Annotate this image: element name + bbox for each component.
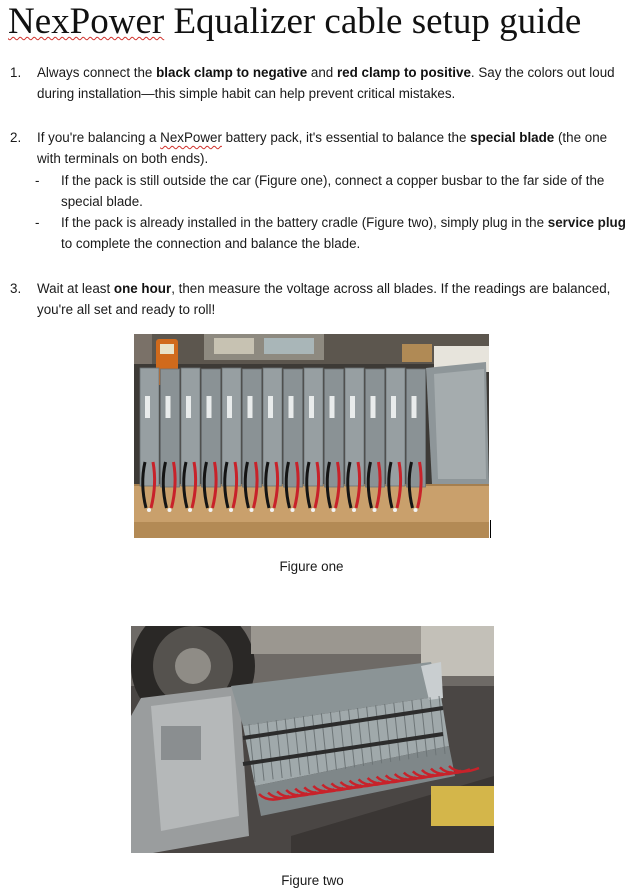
figure-one-caption: Figure one — [279, 559, 344, 574]
blade-label — [248, 396, 253, 418]
blade-label — [268, 396, 273, 418]
step-3-bold: one hour — [113, 281, 172, 296]
figure-two-photo — [131, 626, 494, 853]
lead-terminal — [209, 508, 213, 512]
step-2-bullet-2 — [35, 212, 632, 254]
step-2-bold-a: special blade — [470, 130, 555, 145]
figure-one-photo — [134, 334, 489, 538]
blade-label — [166, 396, 171, 418]
lead-terminal — [229, 508, 233, 512]
lead-terminal — [373, 508, 377, 512]
blade-label — [186, 396, 191, 418]
title-brand-word: NexPower — [8, 1, 165, 42]
step-2-bullet-1 — [35, 170, 632, 212]
lead-terminal — [168, 508, 172, 512]
lead-terminal — [393, 508, 397, 512]
lead-terminal — [270, 508, 274, 512]
bullet-2-bold: service plug — [547, 215, 626, 230]
step-2-text-a: If you're balancing a — [37, 130, 161, 145]
step-1-bold-a: black clamp to negative — [156, 65, 308, 80]
step-1-bold-b: red clamp to positive — [336, 65, 471, 80]
lead-terminal — [250, 508, 254, 512]
blade-label — [309, 396, 314, 418]
step-2-brand: NexPower — [160, 130, 222, 145]
lead-terminal — [291, 508, 295, 512]
step-2-text-b: battery pack, it's essential to balance the — [221, 130, 471, 145]
step-2 — [10, 127, 632, 169]
blade-label — [412, 396, 417, 418]
blade-label — [145, 396, 150, 418]
lead-terminal — [352, 508, 356, 512]
step-3 — [10, 278, 632, 320]
lead-terminal — [414, 508, 418, 512]
bullet-2-text-a: If the pack is already installed in the battery cradle (Figure two), simply plug in the — [61, 215, 548, 230]
title-rest: Equalizer cable setup guide — [164, 1, 582, 42]
step-2-text — [37, 127, 632, 169]
step-3-text — [37, 278, 632, 320]
document-title — [8, 2, 581, 42]
bullet-1-text: If the pack is still outside the car (Figure one), connect a copper busbar to the far side of the special blade. — [61, 173, 605, 209]
blade-label — [227, 396, 232, 418]
bullet-2-text-b: to complete the connection and balance the blade. — [61, 236, 361, 251]
blade-label — [371, 396, 376, 418]
step-3-text-a: Wait at least — [37, 281, 114, 296]
bullet-dash: - — [35, 215, 40, 230]
figure-one-illustration — [134, 334, 489, 538]
bullet-2-text — [61, 212, 632, 254]
figure-two-illustration — [131, 626, 494, 853]
text-cursor — [490, 520, 491, 538]
step-1-text-a: Always connect the — [37, 65, 157, 80]
step-1 — [10, 62, 632, 104]
blade-label — [207, 396, 212, 418]
step-1-number: 1. — [10, 65, 22, 80]
figure-two-caption: Figure two — [281, 873, 344, 888]
step-1-text-c: . Say the colors out loud during installation—this simple habit can help prevent critical mistakes. — [37, 65, 615, 101]
step-1-text-b: and — [307, 65, 337, 80]
step-2-number: 2. — [10, 130, 22, 145]
blade-label — [350, 396, 355, 418]
lead-terminal — [332, 508, 336, 512]
lead-terminal — [147, 508, 151, 512]
step-2-text-c: (the one with terminals on both ends). — [37, 130, 608, 166]
step-3-text-b: , then measure the voltage across all blades. If the readings are balanced, you're all set and ready to roll! — [37, 281, 611, 317]
blade-label — [330, 396, 335, 418]
lead-terminal — [311, 508, 315, 512]
blade-label — [289, 396, 294, 418]
step-1-text — [37, 62, 632, 104]
bullet-dash: - — [35, 173, 40, 188]
step-3-number: 3. — [10, 281, 22, 296]
lead-terminal — [188, 508, 192, 512]
blade-label — [391, 396, 396, 418]
